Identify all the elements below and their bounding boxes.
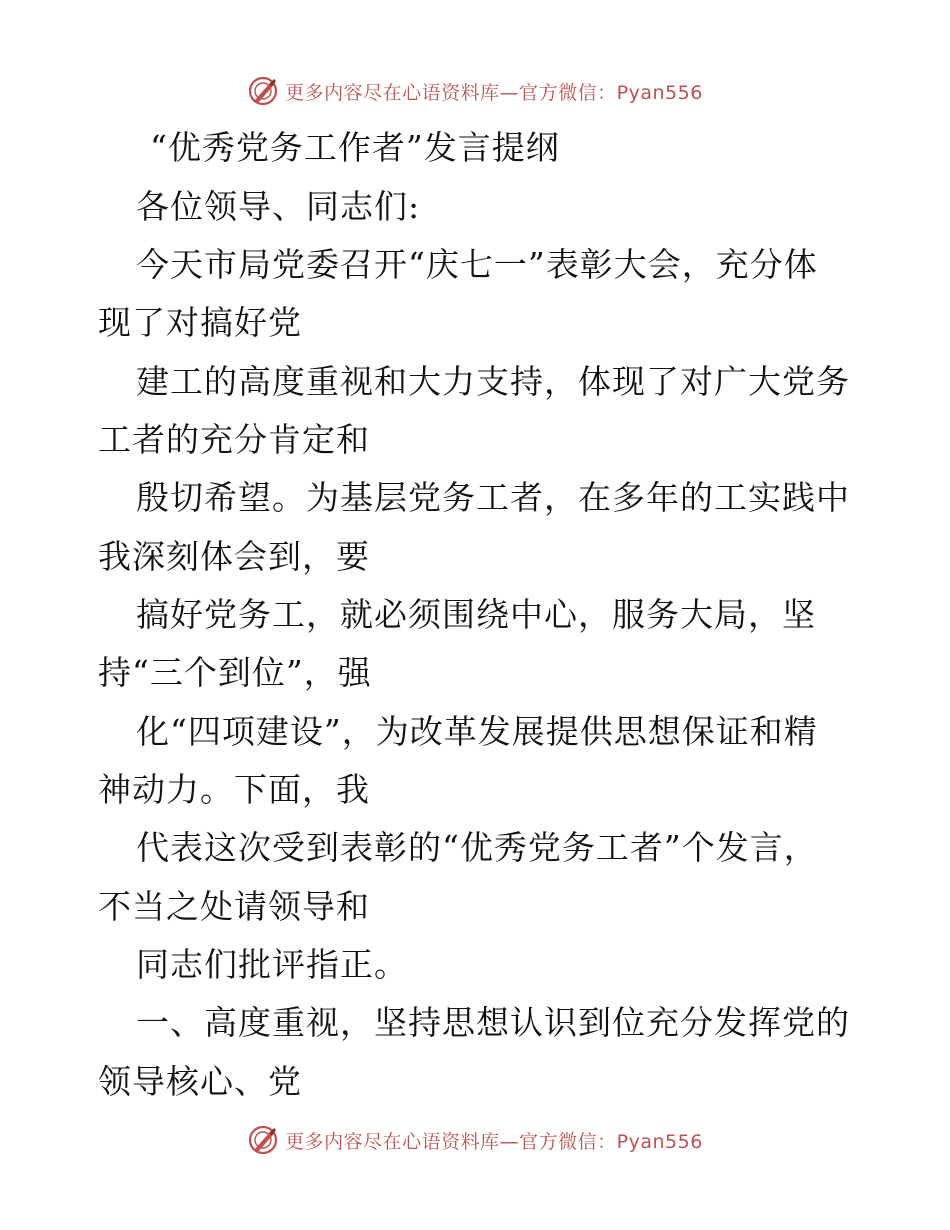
body-line: 工者的充分肯定和 <box>98 420 370 459</box>
body-line: 一、高度重视，坚持思想认识到位充分发挥党的 <box>136 1003 850 1042</box>
watermark-footer <box>0 1120 950 1160</box>
body-line: 持“三个到位”，强 <box>98 653 372 692</box>
body-line: 搞好党务工，就必须围绕中心，服务大局，坚 <box>136 595 816 634</box>
body-line: 现了对搞好党 <box>98 303 302 342</box>
body-line: 化“四项建设”，为改革发展提供思想保证和精 <box>136 712 818 751</box>
body-line: 今天市局党委召开“庆七一”表彰大会，充分体 <box>136 245 818 284</box>
pen-logo-icon <box>247 75 279 107</box>
body-line: 不当之处请领导和 <box>98 887 370 926</box>
body-line: 神动力。下面，我 <box>98 770 370 809</box>
watermark-text: 更多内容尽在心语资料库—官方微信：Pyan556 <box>285 1130 703 1153</box>
body-line: 我深刻体会到，要 <box>98 537 370 576</box>
pen-logo-icon <box>247 1124 279 1156</box>
body-line: 殷切希望。为基层党务工者，在多年的工实践中 <box>136 478 850 517</box>
body-line: 代表这次受到表彰的“优秀党务工者”个发言， <box>136 828 818 867</box>
watermark-header <box>0 71 950 111</box>
watermark-text: 更多内容尽在心语资料库—官方微信：Pyan556 <box>285 81 703 104</box>
body-line: 领导核心、党 <box>98 1062 302 1101</box>
document-title: “优秀党务工作者”发言提纲 <box>150 128 560 167</box>
body-line: 各位领导、同志们: <box>136 187 421 226</box>
body-line: 同志们批评指正。 <box>136 945 408 984</box>
body-line: 建工的高度重视和大力支持，体现了对广大党务 <box>136 362 850 401</box>
